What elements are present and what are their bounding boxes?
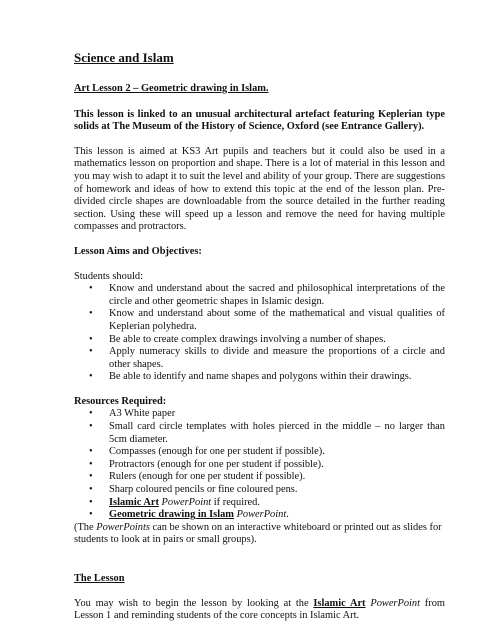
bullet-icon: • xyxy=(89,471,93,483)
resource-item-text: if required. xyxy=(211,496,260,508)
bullet-icon: • xyxy=(89,283,93,295)
lesson-subtitle: Art Lesson 2 – Geometric drawing in Islam. xyxy=(74,83,269,94)
lesson-text: from Lesson 1 and reminding students of the core concepts in Islamic Art. xyxy=(74,597,445,622)
bullet-icon: • xyxy=(89,346,93,358)
powerpoint-label: PowerPoint xyxy=(236,509,287,521)
lesson-paragraph xyxy=(74,598,445,623)
list-item xyxy=(74,509,445,522)
resource-item-text: Protractors (enough for one per student if possible). xyxy=(109,458,324,470)
resource-item-text: A3 White paper xyxy=(109,408,176,420)
list-item xyxy=(74,459,445,472)
aims-item-text: Know and understand about the sacred and philosophical interpretations of the circle and other geometric shapes in Islamic design. xyxy=(109,283,445,307)
resource-item-text: Small card circle templates with holes pierced in the middle – no larger than 5cm diameter. xyxy=(109,421,445,445)
intro-paragraph: This lesson is linked to an unusual architectural artefact featuring Keplerian type solids at The Museum of the History of Science, Oxford (see Entrance Gallery). xyxy=(74,108,445,133)
list-item xyxy=(74,283,445,308)
list-item xyxy=(74,497,445,510)
resource-item-text: Rulers (enough for one per student if possible). xyxy=(109,471,306,483)
note-text: can be shown on an interactive whiteboard or printed out as slides for students to look at in pairs or small groups). xyxy=(74,521,442,546)
bullet-icon: • xyxy=(89,509,93,521)
bullet-icon: • xyxy=(89,371,93,383)
aims-item-text: Know and understand about some of the mathematical and visual qualities of Keplerian polyhedra. xyxy=(109,308,445,332)
list-item xyxy=(74,471,445,484)
resources-note xyxy=(74,522,445,547)
list-item xyxy=(74,308,445,333)
document-title: Science and Islam xyxy=(74,50,174,65)
list-item xyxy=(74,484,445,497)
islamic-art-link[interactable]: Islamic Art xyxy=(313,597,366,609)
bullet-icon: • xyxy=(89,408,93,420)
aims-item-text: Be able to identify and name shapes and polygons within their drawings. xyxy=(109,371,412,383)
resource-item-text: Compasses (enough for one per student if possible). xyxy=(109,446,325,458)
list-item xyxy=(74,334,445,347)
bullet-icon: • xyxy=(89,421,93,433)
list-item xyxy=(74,421,445,446)
list-item xyxy=(74,408,445,421)
islamic-art-link[interactable]: Islamic Art xyxy=(109,496,159,508)
bullet-icon: • xyxy=(89,484,93,496)
resource-item-text: Sharp coloured pencils or fine coloured pens. xyxy=(109,484,298,496)
bullet-icon: • xyxy=(89,333,93,345)
bullet-icon: • xyxy=(89,496,93,508)
resources-heading: Resources Required: xyxy=(74,395,167,407)
lesson-heading: The Lesson xyxy=(74,573,125,584)
aims-heading: Lesson Aims and Objectives: xyxy=(74,245,202,257)
lesson-text: You may wish to begin the lesson by looking at the xyxy=(74,597,314,609)
resource-item-text: . xyxy=(286,509,289,521)
bullet-icon: • xyxy=(89,446,93,458)
powerpoint-label: PowerPoint xyxy=(161,496,212,508)
list-item xyxy=(74,371,445,384)
aims-item-text: Apply numeracy skills to divide and measure the proportions of a circle and other shapes. xyxy=(109,346,445,370)
powerpoint-label: PowerPoint xyxy=(370,597,420,609)
bullet-icon: • xyxy=(89,458,93,470)
list-item xyxy=(74,346,445,371)
aims-lead: Students should: xyxy=(74,270,143,282)
list-item xyxy=(74,446,445,459)
aims-list xyxy=(74,283,445,384)
aims-item-text: Be able to create complex drawings involving a number of shapes. xyxy=(109,333,386,345)
bullet-icon: • xyxy=(89,308,93,320)
body-paragraph: This lesson is aimed at KS3 Art pupils and teachers but it could also be used in a mathematics lesson on proportion and shape. There is a lot of material in this lesson and you may wish to adapt it to suit the level and ability of your group. There are suggestions of homework and ideas of how to extend this topic at the end of the lesson plan. Pre-divided circle shapes are downloadable from the source detailed in the further reading section. Using these will speed up a lesson and remove the need for having multiple compasses and protractors. xyxy=(74,145,445,233)
note-text: (The xyxy=(74,521,97,533)
powerpoints-label: PowerPoints xyxy=(96,521,150,533)
resources-list xyxy=(74,408,445,521)
geometric-drawing-link[interactable]: Geometric drawing in Islam xyxy=(109,509,234,521)
